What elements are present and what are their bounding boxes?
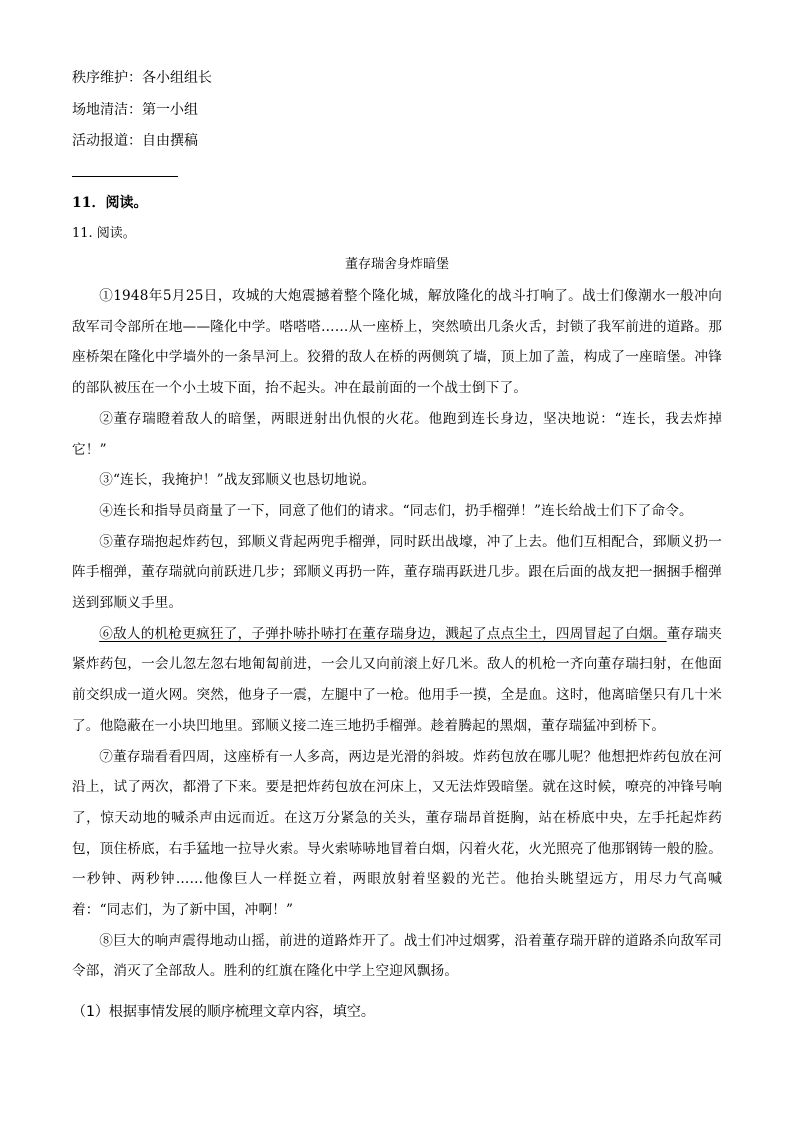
paragraph-6 <box>72 619 722 742</box>
role-activity-report: 活动报道：自由撰稿 <box>72 133 198 149</box>
paragraph-8: ⑧巨大的响声震得地动山摇，前进的道路炸开了。战士们冲过烟雾，沿着董存瑞开辟的道路杀向敌军司令部，消灭了全部敌人。胜利的红旗在隆化中学上空迎风飘扬。 <box>72 932 722 980</box>
paragraph-6-rest: 董存瑞夹紧炸药包，一会儿忽左忽右地匍匐前进，一会儿又向前滚上好几米。敌人的机枪一齐向董存瑞扫射，在他面前交织成一道火网。突然，他身子一震，左腿中了一枪。他用手一摸，全是血。这时，他离暗堡只有几十米了。他隐蔽在一小块凹地里。郅顺义接二连三地扔手榴弹。趁着腾起的黑烟，董存瑞猛冲到桥下。 <box>72 625 722 734</box>
role-order-maintenance: 秩序维护：各小组组长 <box>72 70 212 86</box>
question-heading: 11．阅读。 <box>72 195 148 211</box>
article-body <box>72 281 722 987</box>
underlined-sentence: ⑥敌人的机枪更疯狂了，子弹扑哧扑哧打在董存瑞身边，溅起了点点尘土，四周冒起了白烟。 <box>99 625 667 642</box>
role-site-cleaning: 场地清洁：第一小组 <box>72 102 198 118</box>
paragraph-3: ③“连长，我掩护！”战友郅顺义也恳切地说。 <box>99 472 376 489</box>
paragraph-5: ⑤董存瑞抱起炸药包，郅顺义背起两兜手榴弹，同时跃出战壕，冲了上去。他们互相配合，郅顺义扔一阵手榴弹，董存瑞就向前跃进几步；郅顺义再扔一阵，董存瑞再跃进几步。跟在后面的战友把一捆捆手榴弹送到郅顺义手里。 <box>72 533 722 612</box>
paragraph-1: ①1948年5月25日，攻城的大炮震撼着整个隆化城，解放隆化的战斗打响了。战士们像潮水一般冲向敌军司令部所在地——隆化中学。嗒嗒嗒……从一座桥上，突然喷出几条火舌，封锁了我军前进的道路。那座桥架在隆化中学墙外的一条旱河上。狡猾的敌人在桥的两侧筑了墙，顶上加了盖，构成了一座暗堡。冲锋的部队被压在一个小土坡下面，抬不起头。冲在最前面的一个战士倒下了。 <box>72 288 722 397</box>
sub-question-1: （1）根据事情发展的顺序梳理文章内容，填空。 <box>72 1004 375 1020</box>
article-title: 董存瑞舍身炸暗堡 <box>344 257 449 272</box>
question-repeat-line: 11. 阅读。 <box>72 226 136 241</box>
paragraph-7: ⑦董存瑞看看四周，这座桥有一人多高，两边是光滑的斜坡。炸药包放在哪儿呢？他想把炸药包放在河沿上，试了两次，都滑了下来。要是把炸药包放在河床上，又无法炸毁暗堡。就在这时候，嘹亮的冲锋号响了，惊天动地的喊杀声由远而近。在这万分紧急的关头，董存瑞昂首挺胸，站在桥底中央，左手托起炸药包，顶住桥底，右手猛地一拉导火索。导火索哧哧地冒着白烟，闪着火花，火光照亮了他那钢铸一般的脸。一秒钟、两秒钟……他像巨人一样挺立着，两眼放射着坚毅的光芒。他抬头眺望远方，用尽力气高喊着：“同志们，为了新中国，冲啊！” <box>72 748 722 919</box>
section-divider <box>72 176 178 177</box>
paragraph-2: ②董存瑞瞪着敌人的暗堡，两眼迸射出仇恨的火花。他跑到连长身边，坚决地说：“连长，我去炸掉它！” <box>72 410 722 458</box>
paragraph-4: ④连长和指导员商量了一下，同意了他们的请求。“同志们，扔手榴弹！”连长给战士们下了命令。 <box>99 502 693 519</box>
